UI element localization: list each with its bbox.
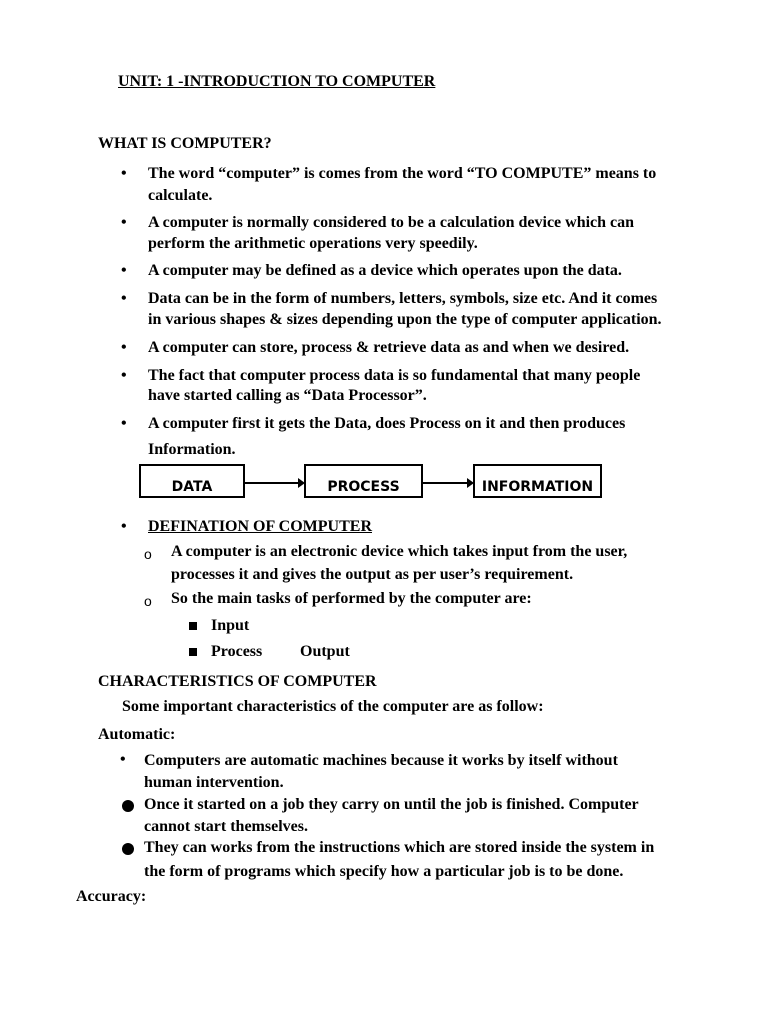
- section-heading-what-is-computer: WHAT IS COMPUTER?: [98, 135, 272, 152]
- filled-circle-bullet-icon: [122, 800, 134, 812]
- characteristics-intro: Some important characteristics of the computer are as follow:: [122, 698, 544, 715]
- subheading-accuracy: Accuracy:: [76, 888, 147, 905]
- bullet-icon: •: [121, 262, 127, 279]
- arrow-right-icon: [423, 482, 472, 484]
- bullet-icon: •: [121, 165, 127, 182]
- filled-circle-bullet-icon: [122, 843, 134, 855]
- section-heading-characteristics: CHARACTERISTICS OF COMPUTER: [98, 673, 377, 690]
- bullet-icon: •: [121, 518, 127, 535]
- diagram-box-data: DATA: [139, 464, 245, 498]
- arrow-right-icon: [245, 482, 303, 484]
- definition-heading: DEFINATION OF COMPUTER: [148, 518, 372, 535]
- square-bullet-icon: [189, 622, 197, 630]
- hollow-circle-bullet-icon: o: [144, 593, 152, 609]
- bullet-icon: •: [121, 415, 127, 432]
- bullet-icon: •: [120, 751, 126, 768]
- diagram-box-process: PROCESS: [304, 464, 423, 498]
- hollow-circle-bullet-icon: o: [144, 546, 152, 562]
- page-title: UNIT: 1 -INTRODUCTION TO COMPUTER: [118, 73, 436, 90]
- bullet-icon: •: [121, 214, 127, 231]
- bullet-icon: •: [121, 290, 127, 307]
- bullet-icon: •: [121, 367, 127, 384]
- square-bullet-icon: [189, 648, 197, 656]
- diagram-box-information: INFORMATION: [473, 464, 602, 498]
- bullet-icon: •: [121, 339, 127, 356]
- subheading-automatic: Automatic:: [98, 726, 176, 743]
